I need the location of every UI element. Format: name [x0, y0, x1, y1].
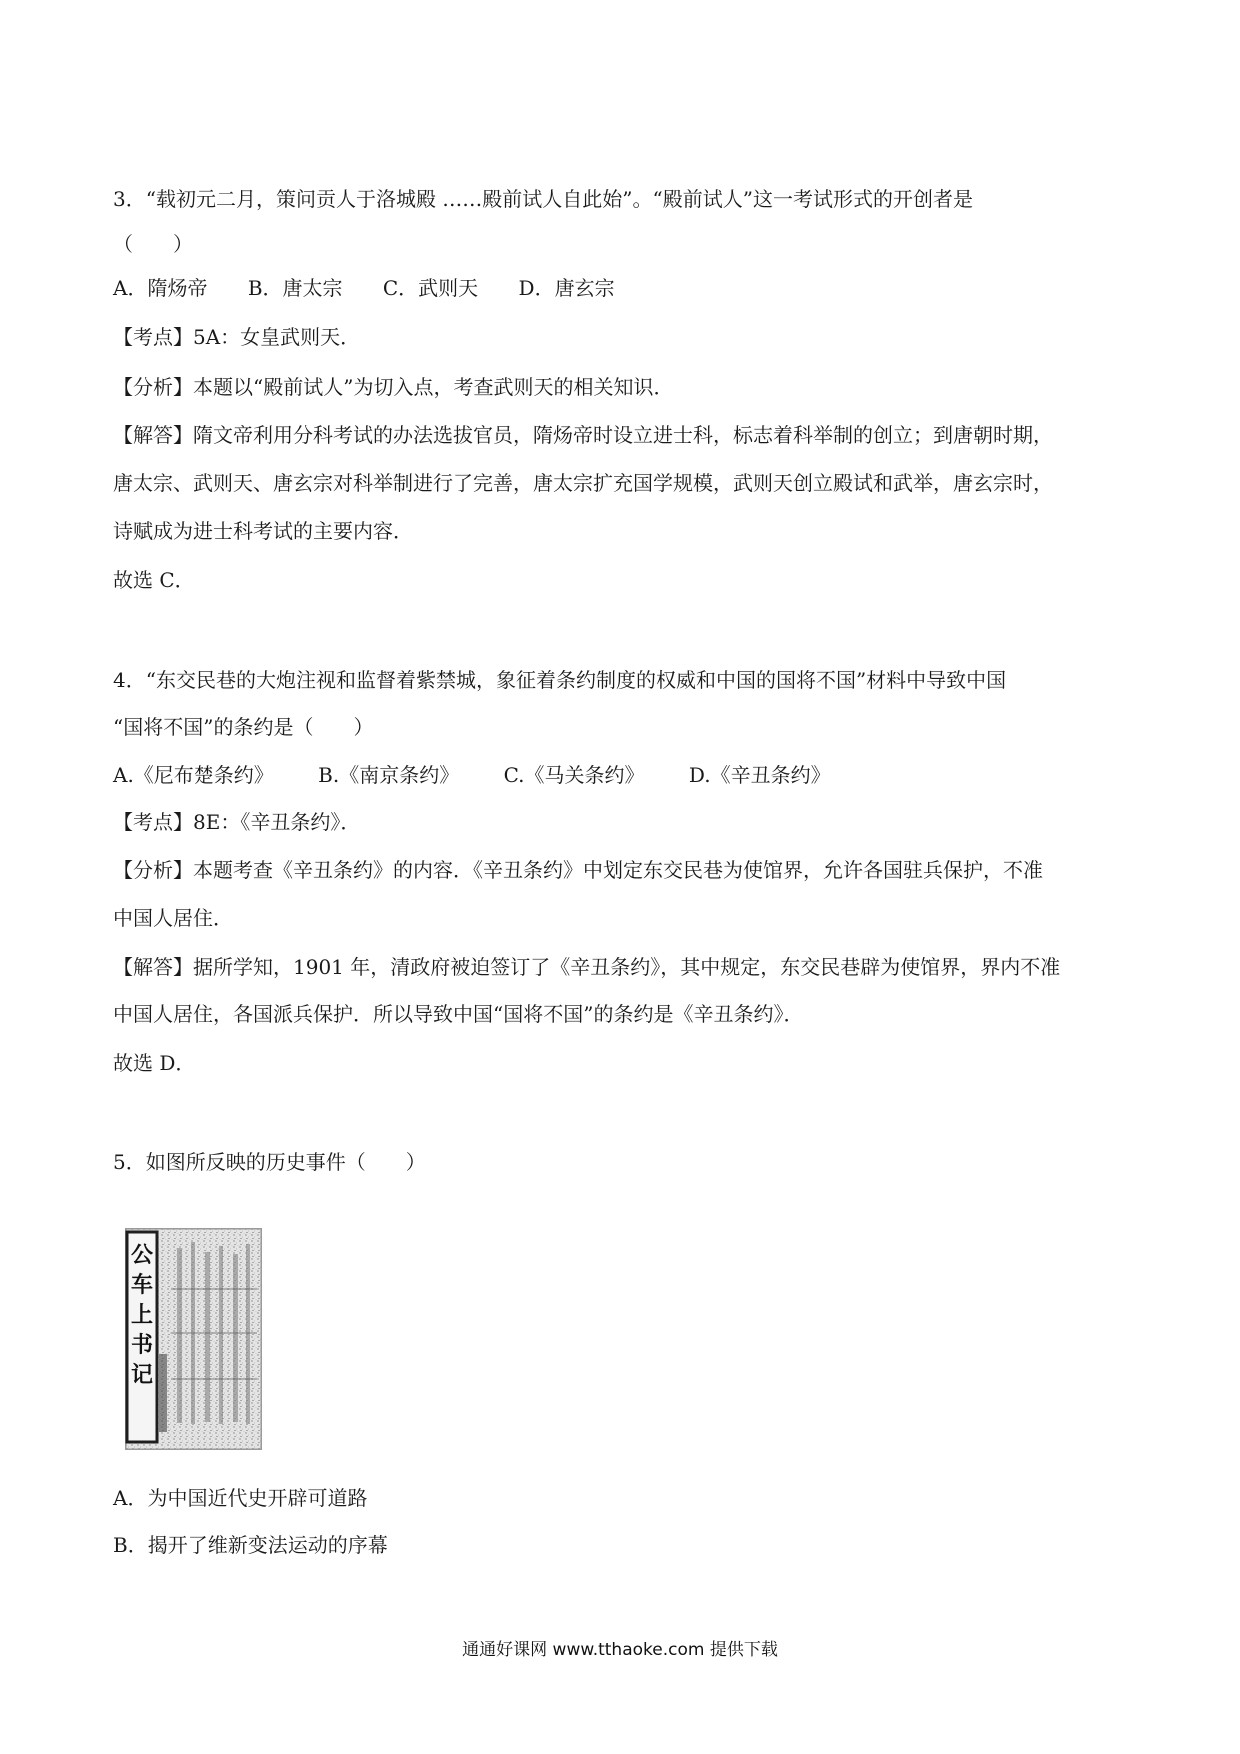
q4-stem-line1: 4．“东交民巷的大炮注视和监督着紫禁城，象征着条约制度的权威和中国的国将不国”材料中导致中国: [113, 668, 1007, 692]
q3-option-c: C．武则天: [382, 276, 479, 300]
q3-answer: 故选 C．: [113, 568, 195, 592]
q3-option-a: A．隋炀帝: [113, 276, 208, 300]
q4-fenxi-line1: 【分析】本题考查《辛丑条约》的内容．《辛丑条约》中划定东交民巷为使馆界，允许各国驻兵保护，不准: [113, 858, 1043, 882]
q3-stem-line1: 3．“载初元二月，策问贡人于洛城殿 ……殿前试人自此始”。“殿前试人”这一考试形式的开创者是: [113, 187, 973, 211]
q5-option-a: A．为中国近代史开辟可道路: [113, 1486, 368, 1510]
q3-jieda-line1: 【解答】隋文帝利用分科考试的办法选拔官员，隋炀帝时设立进士科，标志着科举制的创立；到唐朝时期，: [113, 423, 1053, 447]
svg-text:车: 车: [130, 1272, 154, 1298]
q3-options: [113, 274, 1133, 302]
svg-text:公: 公: [130, 1242, 154, 1268]
q5-stem: 5．如图所反映的历史事件（ ）: [113, 1150, 426, 1174]
svg-text:书: 书: [130, 1332, 154, 1358]
q3-jieda-line3: 诗赋成为进士科考试的主要内容．: [113, 519, 413, 543]
svg-text:记: 记: [130, 1362, 154, 1388]
q4-option-c: C.《马关条约》: [503, 763, 645, 787]
q4-jieda-line2: 中国人居住，各国派兵保护．所以导致中国“国将不国”的条约是《辛丑条约》．: [113, 1002, 804, 1026]
q4-option-b: B.《南京条约》: [318, 763, 460, 787]
q4-options: [113, 761, 1133, 789]
q4-option-d: D.《辛丑条约》: [688, 763, 831, 787]
q4-answer: 故选 D．: [113, 1051, 196, 1075]
q4-kaodian: 【考点】8E：《辛丑条约》．: [113, 810, 361, 834]
q3-stem-line2: （ ）: [113, 232, 193, 256]
q4-stem-line2: “国将不国”的条约是（ ）: [113, 715, 374, 739]
q3-option-d: D．唐玄宗: [518, 276, 615, 300]
q5-option-b: B．揭开了维新变法运动的序幕: [113, 1533, 388, 1557]
q4-option-a: A.《尼布楚条约》: [113, 763, 274, 787]
q3-option-b: B．唐太宗: [247, 276, 343, 300]
historical-book-cover-image: [125, 1228, 262, 1450]
q3-fenxi: 【分析】本题以“殿前试人”为切入点，考查武则天的相关知识．: [113, 375, 674, 399]
q4-jieda-line1: 【解答】据所学知，1901 年，清政府被迫签订了《辛丑条约》，其中规定，东交民巷辟为使馆界，界内不准: [113, 955, 1061, 979]
q4-fenxi-line2: 中国人居住．: [113, 906, 233, 930]
q3-jieda-line2: 唐太宗、武则天、唐玄宗对科举制进行了完善，唐太宗扩充国学规模，武则天创立殿试和武举，唐玄宗时，: [113, 471, 1053, 495]
footer-credit: 通通好课网 www.tthaoke.com 提供下载: [462, 1640, 778, 1660]
q3-kaodian: 【考点】5A：女皇武则天．: [113, 325, 361, 349]
svg-text:上: 上: [130, 1302, 154, 1328]
